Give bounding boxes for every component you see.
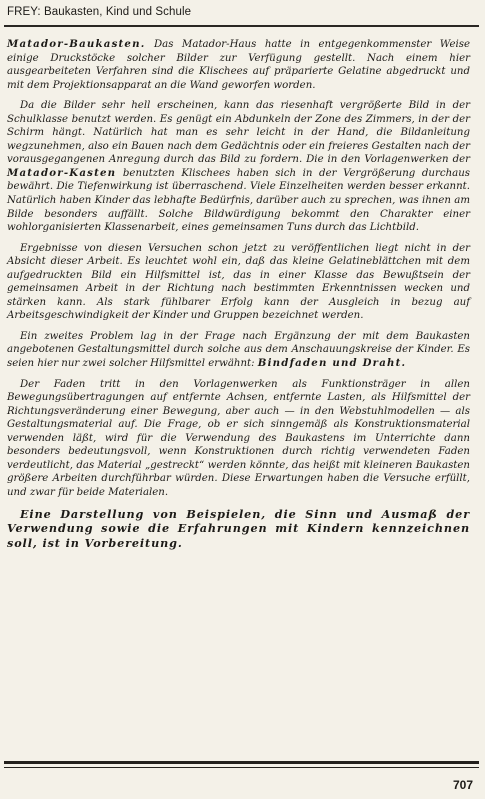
- paragraph-4: [7, 330, 470, 371]
- paragraph-3: Ergebnisse von diesen Versuchen schon jetzt zu veröffentlichen liegt nicht in der Absicht dieser Arbeit. Es leuchtet wohl ein, daß das kleine Gelatineblättchen mit dem aufgedruckten Bild ein Hilfsmittel ist, das in einer Klasse das Bewußtsein der gemeinsamen Arbeit in der Richtung nach bestimmten Erkenntnissen wecken und stärken kann. Als stark fühlbarer Erfolg kann der Ausgleich in bezug auf Arbeitsgeschwindigkeit der Kinder und Gruppen bezeichnet werden.: [7, 242, 470, 322]
- header-rule: [4, 25, 479, 27]
- footer-rule-thick: [4, 761, 479, 764]
- running-head: FREY: Baukasten, Kind und Schule: [7, 6, 192, 18]
- spaced-term: Bindfaden und Draht.: [257, 357, 407, 370]
- spaced-term: Matador-Kasten: [7, 166, 117, 179]
- page-number: 707: [452, 778, 473, 792]
- spaced-term: Matador-Baukasten.: [7, 38, 146, 50]
- paragraph-text: Da die Bilder sehr hell erscheinen, kann das riesenhaft vergrößerte Bild in der Schulklasse benutzt werden. Es genügt ein Abdunkeln der Zone des Zimmers, in der der Schirm hängt. Natürlich hat man es sehr leicht in der Hand, die Bildanleitung wegzunehmen, also ein Bauen nach dem Gedächtnis oder ein freieres Gestalten nach der vorausgegangenen Anregung durch das Bild zu fordern. Die in den Vorlagenwerken der: [7, 100, 470, 166]
- paragraph-text: benutzten Klischees haben sich in der Vergrößerung durchaus bewährt. Die Tiefenwirkung ist überraschend. Viele Einzelheiten werden besser erkannt. Natürlich haben Kinder das lebhafte Bedürfnis, darüber auch zu sprechen, was ihnen am Bilde besonders auffällt. Solche Bildwürdigung bekommt den Charakter einer wohlorganisierten Klassenarbeit, eines gemeinsamen Tuns durch das Lichtbild.: [7, 167, 470, 234]
- body-text: [7, 38, 470, 557]
- closing-paragraph: Eine Darstellung von Beispielen, die Sinn und Ausmaß der Verwendung sowie die Erfahrungen mit Kindern kennzeichnen soll, ist in Vorbereitung.: [7, 506, 470, 550]
- paragraph-5: Der Faden tritt in den Vorlagenwerken als Funktionsträger in allen Bewegungsübertragungen auf entfernte Achsen, entfernte Lasten, als Hilfsmittel der Richtungsveränderung einer Bewegung, aber auch — in den Webstuhlmodellen — als Gestaltungsmaterial auf. Die Frage, ob er sich sinngemäß als Konstruktionsmaterial verwenden läßt, wird für die Verwendung des Baukastens im Unterrichte dann besonders bedeutungsvoll, wenn Konstruktionen durch richtig verwendeten Faden verdeutlicht, das Material „gestreckt“ werden könnte, das heißt mit kleineren Baukasten größere Arbeiten durchführbar würden. Diese Erwartungen haben die Versuche erfüllt, und zwar für beide Materialen.: [7, 378, 470, 498]
- paragraph-1: [7, 38, 470, 92]
- paragraph-text: Das Matador-Haus hatte in entgegenkommenster Weise einige Druckstöcke solcher Bilder zur Verfügung gestellt. Nach einem hier ausgearbeiteten Verfahren sind die Klischees auf präparierte Gelatine abgedruckt und mit dem Projektionsapparat an die Wand geworfen worden.: [7, 39, 470, 91]
- paragraph-2: [7, 99, 470, 234]
- footer-rule-thin: [4, 767, 479, 768]
- paragraph-text: Ein zweites Problem lag in der Frage nach Ergänzung der mit dem Baukasten angebotenen Gestaltungsmittel durch solche aus dem Anschauungskreise der Kinder. Es seien hier nur zwei solcher Hilfsmittel erwähnt:: [7, 330, 470, 370]
